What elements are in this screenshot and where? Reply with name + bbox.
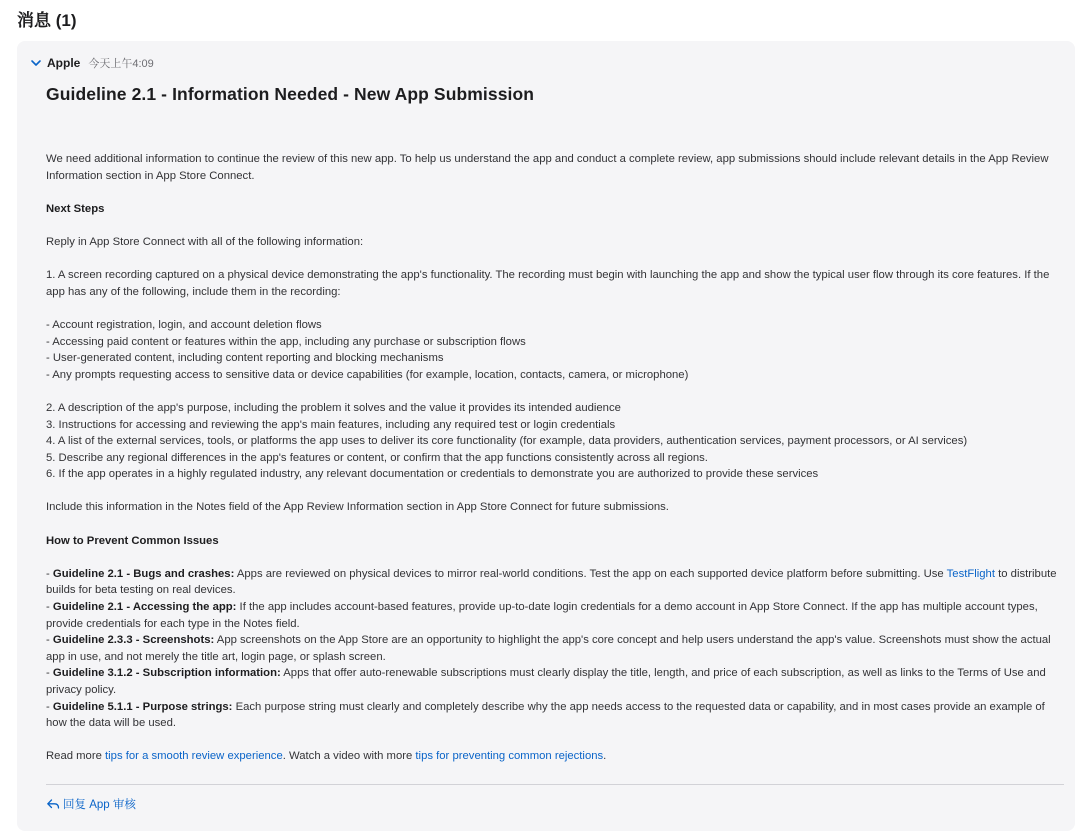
numbered-item: 6. If the app operates in a highly regulated industry, any relevant documentation or credentials to demonstrate you are authorized to provide these services: [46, 468, 819, 481]
numbered-item: 4. A list of the external services, tools, or platforms the app uses to deliver its core functionality (for example, data providers, authentication services, payment processors, or AI services): [46, 435, 968, 448]
numbered-item: 5. Describe any regional differences in the app's features or content, or confirm that the app functions consistently across all regions.: [46, 451, 708, 464]
guideline-item: - Guideline 5.1.1 - Purpose strings: Each purpose string must clearly and completely describe why the app needs access to the requested data or capability, and in most cases provide an example of how the data will be used.: [46, 700, 1045, 730]
message-header[interactable]: [29, 55, 154, 71]
guideline-title: Guideline 2.3.3 - Screenshots:: [52, 634, 215, 647]
chevron-down-icon[interactable]: [29, 56, 43, 70]
message-card: [17, 41, 1075, 831]
divider: [46, 784, 1064, 785]
next-steps-heading: Next Steps: [46, 202, 105, 215]
prevent-heading: How to Prevent Common Issues: [46, 534, 219, 547]
guideline-title: Guideline 5.1.1 - Purpose strings:: [52, 700, 233, 713]
message-body: [46, 151, 1066, 765]
notes-instruction: Include this information in the Notes field of the App Review Information section in App Store Connect for future submissions.: [46, 501, 669, 514]
numbered-item: 3. Instructions for accessing and reviewing the app's main features, including any required test or login credentials: [46, 418, 616, 431]
smooth-review-link[interactable]: tips for a smooth review experience: [105, 750, 283, 763]
guideline-item: - Guideline 2.1 - Bugs and crashes: Apps are reviewed on physical devices to mirror real-world conditions. Test the app on each supported device platform before submitting. Use TestFlight to distribute builds for beta testing on real devices.: [46, 567, 1057, 597]
read-more-line: Read more tips for a smooth review experience. Watch a video with more tips for preventing common rejections.: [46, 750, 607, 763]
guideline-item: - Guideline 2.3.3 - Screenshots: App screenshots on the App Store are an opportunity to highlight the app's core concept and help users understand the app's value. Screenshots must show the actual app in use, and not merely the title art, login page, or splash screen.: [46, 634, 1051, 663]
message-subject: Guideline 2.1 - Information Needed - New App Submission: [46, 84, 535, 104]
reply-arrow-icon: [46, 797, 60, 811]
list-item: - Accessing paid content or features within the app, including any purchase or subscription flows: [46, 335, 526, 348]
list-item: - Account registration, login, and account deletion flows: [46, 318, 322, 331]
guideline-title: Guideline 3.1.2 - Subscription information:: [52, 667, 281, 680]
testflight-link[interactable]: TestFlight: [946, 567, 995, 580]
reply-instruction: Reply in App Store Connect with all of the following information:: [46, 235, 364, 248]
reply-label: 回复 App 审核: [63, 799, 136, 811]
guideline-item: - Guideline 3.1.2 - Subscription information: Apps that offer auto-renewable subscriptions must clearly display the title, length, and price of each subscription, as well as links to the Terms of Use and privacy policy.: [46, 667, 1046, 696]
guideline-item: - Guideline 2.1 - Accessing the app: If the app includes account-based features, provide up-to-date login credentials for a demo account in App Store Connect. If the app has multiple account types, provide credentials for each type in the Notes field.: [46, 601, 1038, 630]
guideline-title: Guideline 2.1 - Bugs and crashes:: [52, 567, 235, 580]
common-rejections-link[interactable]: tips for preventing common rejections: [415, 750, 604, 763]
numbered-item-1: 1. A screen recording captured on a physical device demonstrating the app's functionality. The recording must begin with launching the app and show the typical user flow through its core features. If the app has any of the following, include them in the recording:: [46, 269, 1050, 298]
list-item: - Any prompts requesting access to sensitive data or device capabilities (for example, location, contacts, camera, or microphone): [46, 368, 689, 381]
list-item: - User-generated content, including content reporting and blocking mechanisms: [46, 352, 444, 365]
reply-app-review-button[interactable]: [46, 796, 136, 812]
page-title: 消息 (1): [17, 11, 77, 30]
numbered-item: 2. A description of the app's purpose, including the problem it solves and the value it provides its intended audience: [46, 401, 621, 414]
message-sender: Apple: [47, 56, 81, 70]
guideline-title: Guideline 2.1 - Accessing the app:: [52, 601, 237, 614]
message-time: 今天上午4:09: [88, 58, 154, 70]
intro-paragraph: We need additional information to continue the review of this new app. To help us understand the app and conduct a complete review, app submissions should include relevant details in the App Review Information section in App Store Connect.: [46, 153, 1049, 182]
